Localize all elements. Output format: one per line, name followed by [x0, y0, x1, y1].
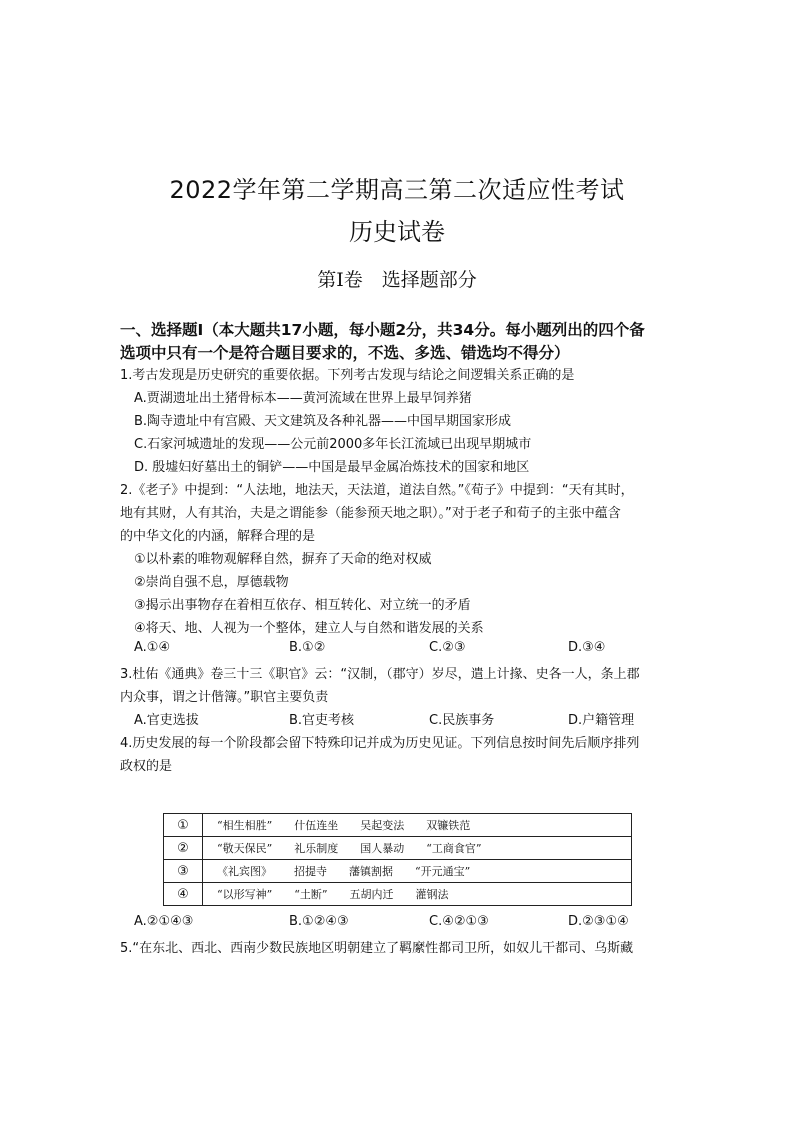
- q2-statement-4: ④将天、地、人视为一个整体，建立人与自然和谐发展的关系: [134, 621, 484, 636]
- q2-stem-line1: 2.《老子》中提到：“人法地，地法天，天法道，道法自然。”《荀子》中提到：“天有其时，: [120, 483, 634, 498]
- q1-option-c: C.石家河城遗址的发现——公元前2000多年长江流域已出现早期城市: [134, 437, 532, 452]
- table-cell: 礼乐制度: [294, 842, 339, 855]
- row-number: ④: [164, 883, 203, 906]
- q1-option-a: A.贾湖遗址出土猪骨标本——黄河流域在世界上最早饲养猪: [134, 391, 472, 406]
- table-cell: 什伍连坐: [294, 819, 339, 832]
- q2-option-a: A.①④: [134, 640, 171, 655]
- q3-option-c: C.民族事务: [429, 713, 495, 728]
- row-items: [203, 837, 632, 860]
- table-row: [164, 883, 632, 906]
- row-number: ③: [164, 860, 203, 883]
- q2-statement-2: ②崇尚自强不息，厚德载物: [134, 575, 289, 590]
- table-cell: 五胡内迁: [349, 888, 394, 901]
- q4-option-c: C.④②①③: [429, 914, 489, 929]
- exam-title: 2022学年第二学期高三第二次适应性考试: [169, 176, 625, 204]
- table-cell: 《礼宾图》: [217, 865, 272, 878]
- row-items: [203, 814, 632, 837]
- q3-option-a: A.官吏选拔: [134, 713, 199, 728]
- table-row: [164, 814, 632, 837]
- q2-statement-3: ③揭示出事物存在着相互依存、相互转化、对立统一的矛盾: [134, 598, 471, 613]
- q3-option-b: B.官吏考核: [289, 713, 355, 728]
- section-heading: 第Ⅰ卷 选择题部分: [317, 269, 477, 291]
- q5-stem-line1: 5.“在东北、西北、西南少数民族地区明朝建立了羁縻性都司卫所，如奴儿干都司、乌斯藏: [120, 941, 634, 956]
- q3-stem-line2: 内众事，谓之计偕簿。”职官主要负责: [120, 690, 329, 705]
- q2-stem-line2: 地有其财，人有其治，夫是之谓能参（能参预天地之职）。”对于老子和荀子的主张中蕴含: [120, 506, 621, 521]
- q1-option-b: B.陶寺遗址中有宫殿、天文建筑及各种礼器——中国早期国家形成: [134, 414, 512, 429]
- table-cell: “相生相胜”: [217, 819, 273, 832]
- q4-stem-line2: 政权的是: [120, 759, 173, 774]
- section-intro-line1: 一、选择题Ⅰ（本大题共17小题，每小题2分，共34分。每小题列出的四个备: [120, 321, 645, 339]
- q4-option-a: A.②①④③: [134, 914, 194, 929]
- q2-option-c: C.②③: [429, 640, 466, 655]
- q3-option-d: D.户籍管理: [568, 713, 635, 728]
- row-number: ②: [164, 837, 203, 860]
- table-row: [164, 860, 632, 883]
- q2-statement-1: ①以朴素的唯物观解释自然，摒弃了天命的绝对权威: [134, 552, 432, 567]
- table-cell: “土断”: [294, 888, 328, 901]
- row-items: [203, 860, 632, 883]
- table-cell: 国人暴动: [360, 842, 405, 855]
- q2-option-b: B.①②: [289, 640, 326, 655]
- q2-stem-line3: 的中华文化的内涵，解释合理的是: [120, 529, 316, 544]
- q1-option-d: D. 殷墟妇好墓出土的铜铲——中国是最早金属冶炼技术的国家和地区: [134, 460, 530, 475]
- table-row: [164, 837, 632, 860]
- row-number: ①: [164, 814, 203, 837]
- q4-stem-line1: 4.历史发展的每一个阶段都会留下特殊印记并成为历史见证。下列信息按时间先后顺序排列: [120, 736, 640, 751]
- q2-option-d: D.③④: [568, 640, 606, 655]
- q4-info-table: [163, 813, 632, 906]
- table-cell: 吴起变法: [360, 819, 405, 832]
- table-cell: 双镰铁范: [426, 819, 471, 832]
- q3-stem-line1: 3.杜佑《通典》卷三十三《职官》云：“汉制，（郡守）岁尽，遣上计掾、史各一人，条上郡: [120, 667, 640, 682]
- section-intro-line2: 选项中只有一个是符合题目要求的，不选、多选、错选均不得分）: [120, 344, 570, 362]
- exam-subtitle: 历史试卷: [349, 218, 445, 246]
- table-cell: “以形写神”: [217, 888, 273, 901]
- table-cell: “敬天保民”: [217, 842, 273, 855]
- table-cell: 灌钢法: [415, 888, 449, 901]
- row-items: [203, 883, 632, 906]
- table-cell: “工商食官”: [426, 842, 482, 855]
- q4-option-b: B.①②④③: [289, 914, 349, 929]
- table-cell: 招提寺: [294, 865, 327, 878]
- table-cell: “开元通宝”: [415, 865, 471, 878]
- table-cell: 藩镇割据: [349, 865, 393, 878]
- q1-stem: 1.考古发现是历史研究的重要依据。下列考古发现与结论之间逻辑关系正确的是: [120, 368, 575, 383]
- q4-option-d: D.②③①④: [568, 914, 629, 929]
